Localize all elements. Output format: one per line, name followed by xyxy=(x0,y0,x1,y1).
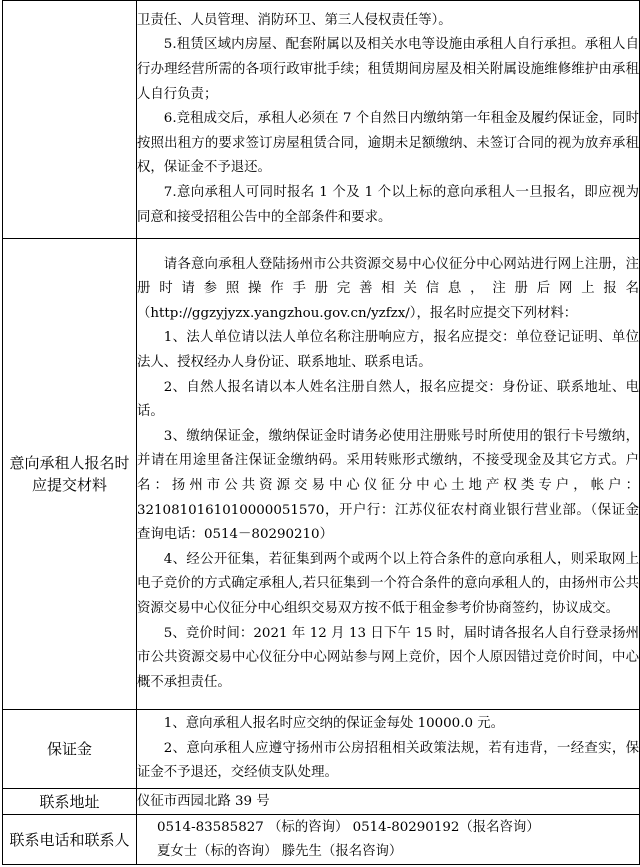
application-label-text: 意向承租人报名时应提交材料 xyxy=(9,454,130,494)
deposit-item-1: 1、意向承租人报名时应交纳的保证金每处 10000.0 元。 xyxy=(163,716,505,732)
deposit-label: 保证金 xyxy=(3,710,137,789)
contact-row xyxy=(3,815,640,865)
continuation-content xyxy=(137,1,640,239)
contact-phones: 0514-83585827 （标的咨询） 0514-80290192（报名咨询） xyxy=(157,819,540,835)
application-item-2: 2、自然人报名请以本人姓名注册自然人，报名应提交：身份证、联系地址、电话。 xyxy=(137,379,639,420)
clause-5: 5.租赁区域内房屋、配套附属以及相关水电等设施由承租人自行承担。承租人自行办理经营所需的各项行政审批手续；租赁期间房屋及相关附属设施维修维护由承租人自行负责； xyxy=(137,37,639,102)
deposit-item-2: 2、意向承租人应遵守扬州市公房招租相关政策法规，若有违背，一经查实，保证金不予退还，交经侦支队处理。 xyxy=(137,740,639,781)
application-label xyxy=(3,239,137,710)
contact-persons: 夏女士（标的咨询） 滕先生（报名咨询） xyxy=(157,843,403,859)
address-value: 仪征市西园北路 39 号 xyxy=(137,789,640,815)
application-content xyxy=(137,239,640,710)
application-item-5: 5、竞价时间：2021 年 12 月 13 日下午 15 时，届时请各报名人自行登录扬州市公共资源交易中心仪征分中心网站参与网上竞价，因个人原因错过竞价时间，中心概不承担责任。 xyxy=(137,625,639,690)
deposit-content xyxy=(137,710,640,789)
contact-content xyxy=(137,815,640,865)
application-row xyxy=(3,239,640,710)
address-row xyxy=(3,789,640,815)
deposit-row xyxy=(3,710,640,789)
application-item-3: 3、缴纳保证金，缴纳保证金时请务必使用注册账号时所使用的银行卡号缴纳，并请在用途里备注保证金缴纳码。采用转账形式缴纳，不接受现金及其它方式。户名：扬州市公共资源交易中心仪征分中心土地产权类专户，帐户：3210810161010000051570，开户行：江苏仪征农村商业银行营业部。（保证金查询电话：0514－80290210） xyxy=(137,428,639,543)
application-intro: 请各意向承租人登陆扬州市公共资源交易中心仪征分中心网站进行网上注册，注册时请参照操作手册完善相关信息，注册后网上报名（http://ggzyjyzx.yangzhou.gov.cn/yzfzx/），报名时应提交下列材料： xyxy=(137,256,639,321)
continuation-row xyxy=(3,1,640,239)
continuation-paragraph: 卫责任、人员管理、消防环卫、第三人侵权责任等）。 xyxy=(137,12,452,28)
info-table xyxy=(2,0,640,865)
clause-6: 6.竞租成交后，承租人必须在 7 个自然日内缴纳第一年租金及履约保证金，同时按照出租方的要求签订房屋租赁合同，逾期未足额缴纳、未签订合同的视为放弃承租权，保证金不予退还。 xyxy=(137,111,639,176)
continuation-label-cell xyxy=(3,1,137,239)
application-item-1: 1、法人单位请以法人单位名称注册响应方，报名应提交：单位登记证明、单位法人、授权经办人身份证、联系地址、联系电话。 xyxy=(137,330,639,371)
application-item-4: 4、经公开征集，若征集到两个或两个以上符合条件的意向承租人，则采取网上电子竞价的方式确定承租人,若只征集到一个符合条件的意向承租人的，由扬州市公共资源交易中心仪征分中心组织交易双方按不低于租金参考价协商签约，协议成交。 xyxy=(137,551,639,616)
contact-label: 联系电话和联系人 xyxy=(3,815,137,865)
address-label: 联系地址 xyxy=(3,789,137,815)
clause-7: 7.意向承租人可同时报名 1 个及 1 个以上标的意向承租人一旦报名，即应视为同意和接受招租公告中的全部条件和要求。 xyxy=(137,184,639,225)
